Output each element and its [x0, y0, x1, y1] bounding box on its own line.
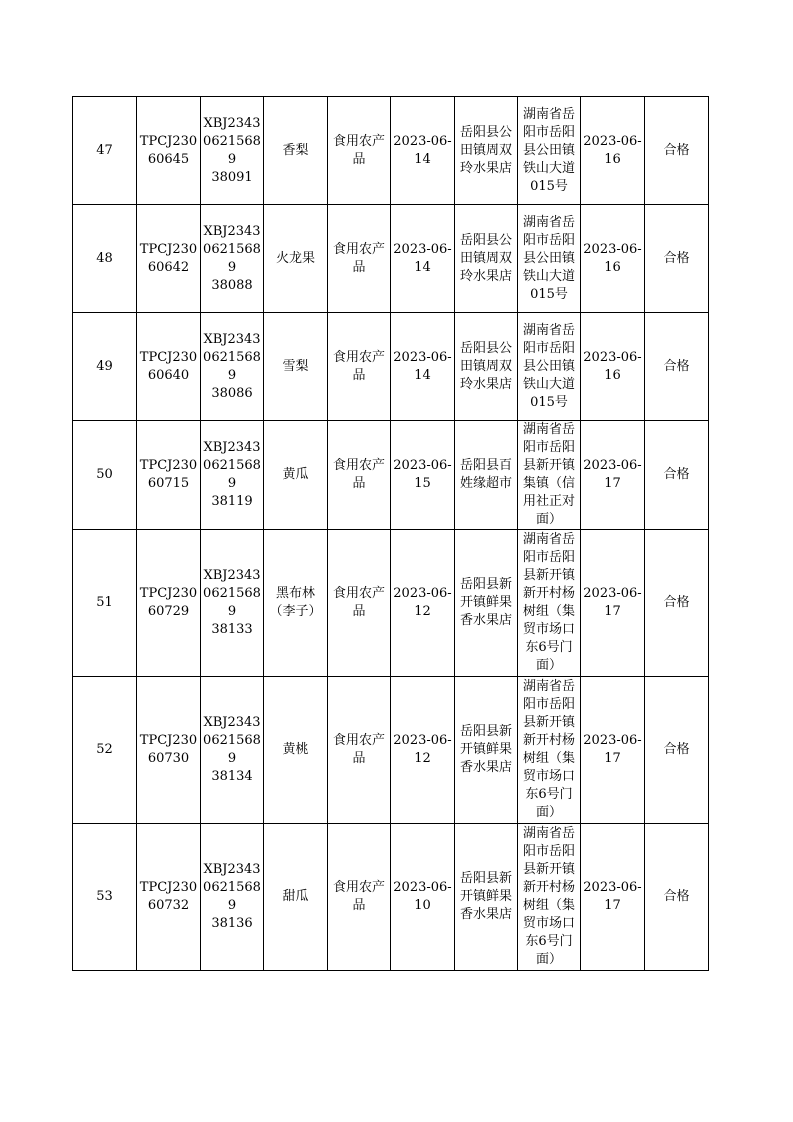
- task-code-cell: [137, 530, 201, 677]
- test-result: 合格: [645, 421, 709, 530]
- sample-code-line: 06215689: [203, 241, 261, 275]
- task-code-line: TPCJ230: [139, 586, 198, 601]
- test-result: 合格: [645, 313, 709, 421]
- task-code-line: 60645: [147, 151, 190, 167]
- seller-name: 岳阳县公田镇周双玲水果店: [455, 205, 518, 313]
- task-code-line: TPCJ230: [139, 241, 198, 257]
- test-result: 合格: [645, 97, 709, 205]
- task-code-cell: [137, 677, 201, 824]
- seller-address: 湖南省岳阳市岳阳县新开镇新开村杨树组（集贸市场口东6号门面）: [518, 677, 581, 824]
- seller-address: 湖南省岳阳市岳阳县公田镇铁山大道015号: [518, 313, 581, 421]
- table-row: [73, 205, 709, 313]
- sample-code-cell: [201, 313, 264, 421]
- row-index: 49: [73, 313, 137, 421]
- sample-code-line: XBJ2343: [203, 862, 261, 877]
- sample-code-line: XBJ2343: [203, 715, 261, 730]
- task-code-line: TPCJ230: [139, 349, 198, 365]
- sample-code-line: 06215689: [203, 349, 261, 383]
- row-index: 50: [73, 421, 137, 530]
- row-index: 51: [73, 530, 137, 677]
- sample-code-line: 38119: [211, 494, 253, 509]
- food-category: 食用农产品: [328, 421, 391, 530]
- purchase-date: 2023-06-14: [391, 97, 455, 205]
- seller-name: 岳阳县公田镇周双玲水果店: [455, 97, 518, 205]
- food-category: 食用农产品: [328, 97, 391, 205]
- sample-code-line: XBJ2343: [203, 440, 261, 455]
- test-result: 合格: [645, 677, 709, 824]
- purchase-date: 2023-06-12: [391, 530, 455, 677]
- inspection-results-table: [72, 96, 709, 971]
- sample-code-line: XBJ2343: [203, 115, 261, 131]
- sample-code-cell: [201, 677, 264, 824]
- product-name: 黄瓜: [264, 421, 328, 530]
- purchase-date: 2023-06-12: [391, 677, 455, 824]
- test-result: 合格: [645, 530, 709, 677]
- sample-code-line: XBJ2343: [203, 331, 261, 347]
- task-code-line: TPCJ230: [139, 733, 198, 748]
- purchase-date: 2023-06-15: [391, 421, 455, 530]
- task-code-line: 60732: [147, 898, 190, 913]
- seller-name: 岳阳县新开镇鲜果香水果店: [455, 530, 518, 677]
- sample-code-line: 06215689: [203, 458, 261, 491]
- product-name: 香梨: [264, 97, 328, 205]
- test-date: 2023-06-17: [581, 677, 645, 824]
- seller-name: 岳阳县公田镇周双玲水果店: [455, 313, 518, 421]
- task-code-line: 60729: [147, 604, 190, 619]
- seller-address: 湖南省岳阳市岳阳县公田镇铁山大道015号: [518, 97, 581, 205]
- seller-name: 岳阳县新开镇鲜果香水果店: [455, 677, 518, 824]
- test-result: 合格: [645, 824, 709, 971]
- food-category: 食用农产品: [328, 313, 391, 421]
- seller-address: 湖南省岳阳市岳阳县新开镇新开村杨树组（集贸市场口东6号门面）: [518, 824, 581, 971]
- test-date: 2023-06-17: [581, 421, 645, 530]
- test-date: 2023-06-17: [581, 530, 645, 677]
- row-index: 53: [73, 824, 137, 971]
- food-category: 食用农产品: [328, 677, 391, 824]
- sample-code-line: 38134: [211, 769, 253, 784]
- seller-address: 湖南省岳阳市岳阳县新开镇新开村杨树组（集贸市场口东6号门面）: [518, 530, 581, 677]
- sample-code-cell: [201, 97, 264, 205]
- sample-code-line: 38136: [211, 916, 253, 931]
- test-date: 2023-06-17: [581, 824, 645, 971]
- product-name: 甜瓜: [264, 824, 328, 971]
- table-row: [73, 824, 709, 971]
- table-row: [73, 313, 709, 421]
- row-index: 48: [73, 205, 137, 313]
- purchase-date: 2023-06-10: [391, 824, 455, 971]
- sample-code-line: XBJ2343: [203, 223, 261, 239]
- sample-code-cell: [201, 824, 264, 971]
- task-code-cell: [137, 97, 201, 205]
- sample-code-line: 06215689: [203, 733, 261, 766]
- task-code-cell: [137, 205, 201, 313]
- row-index: 47: [73, 97, 137, 205]
- sample-code-line: 38091: [211, 169, 253, 185]
- task-code-line: TPCJ230: [139, 880, 198, 895]
- seller-name: 岳阳县百姓缘超市: [455, 421, 518, 530]
- sample-code-line: 06215689: [203, 586, 261, 619]
- task-code-line: 60715: [147, 476, 190, 491]
- sample-code-cell: [201, 421, 264, 530]
- task-code-line: TPCJ230: [139, 458, 198, 473]
- test-result: 合格: [645, 205, 709, 313]
- sample-code-line: 06215689: [203, 880, 261, 913]
- table-row: [73, 97, 709, 205]
- table-row: [73, 421, 709, 530]
- task-code-line: TPCJ230: [139, 133, 198, 149]
- food-category: 食用农产品: [328, 824, 391, 971]
- row-index: 52: [73, 677, 137, 824]
- table-row: [73, 677, 709, 824]
- seller-address: 湖南省岳阳市岳阳县公田镇铁山大道015号: [518, 205, 581, 313]
- product-name: 黑布林（李子）: [264, 530, 328, 677]
- food-category: 食用农产品: [328, 205, 391, 313]
- purchase-date: 2023-06-14: [391, 313, 455, 421]
- product-name: 雪梨: [264, 313, 328, 421]
- sample-code-cell: [201, 530, 264, 677]
- task-code-cell: [137, 421, 201, 530]
- task-code-cell: [137, 313, 201, 421]
- test-date: 2023-06-16: [581, 313, 645, 421]
- task-code-line: 60730: [147, 751, 190, 766]
- purchase-date: 2023-06-14: [391, 205, 455, 313]
- task-code-cell: [137, 824, 201, 971]
- sample-code-line: 38133: [211, 622, 253, 637]
- seller-name: 岳阳县新开镇鲜果香水果店: [455, 824, 518, 971]
- sample-code-line: 38086: [211, 385, 253, 401]
- table-row: [73, 530, 709, 677]
- sample-code-line: 38088: [211, 277, 253, 293]
- seller-address: 湖南省岳阳市岳阳县新开镇集镇（信用社正对面）: [518, 421, 581, 530]
- product-name: 火龙果: [264, 205, 328, 313]
- task-code-line: 60642: [147, 259, 190, 275]
- sample-code-cell: [201, 205, 264, 313]
- sample-code-line: 06215689: [203, 133, 261, 167]
- product-name: 黄桃: [264, 677, 328, 824]
- test-date: 2023-06-16: [581, 205, 645, 313]
- food-category: 食用农产品: [328, 530, 391, 677]
- task-code-line: 60640: [147, 367, 190, 383]
- sample-code-line: XBJ2343: [203, 568, 261, 583]
- test-date: 2023-06-16: [581, 97, 645, 205]
